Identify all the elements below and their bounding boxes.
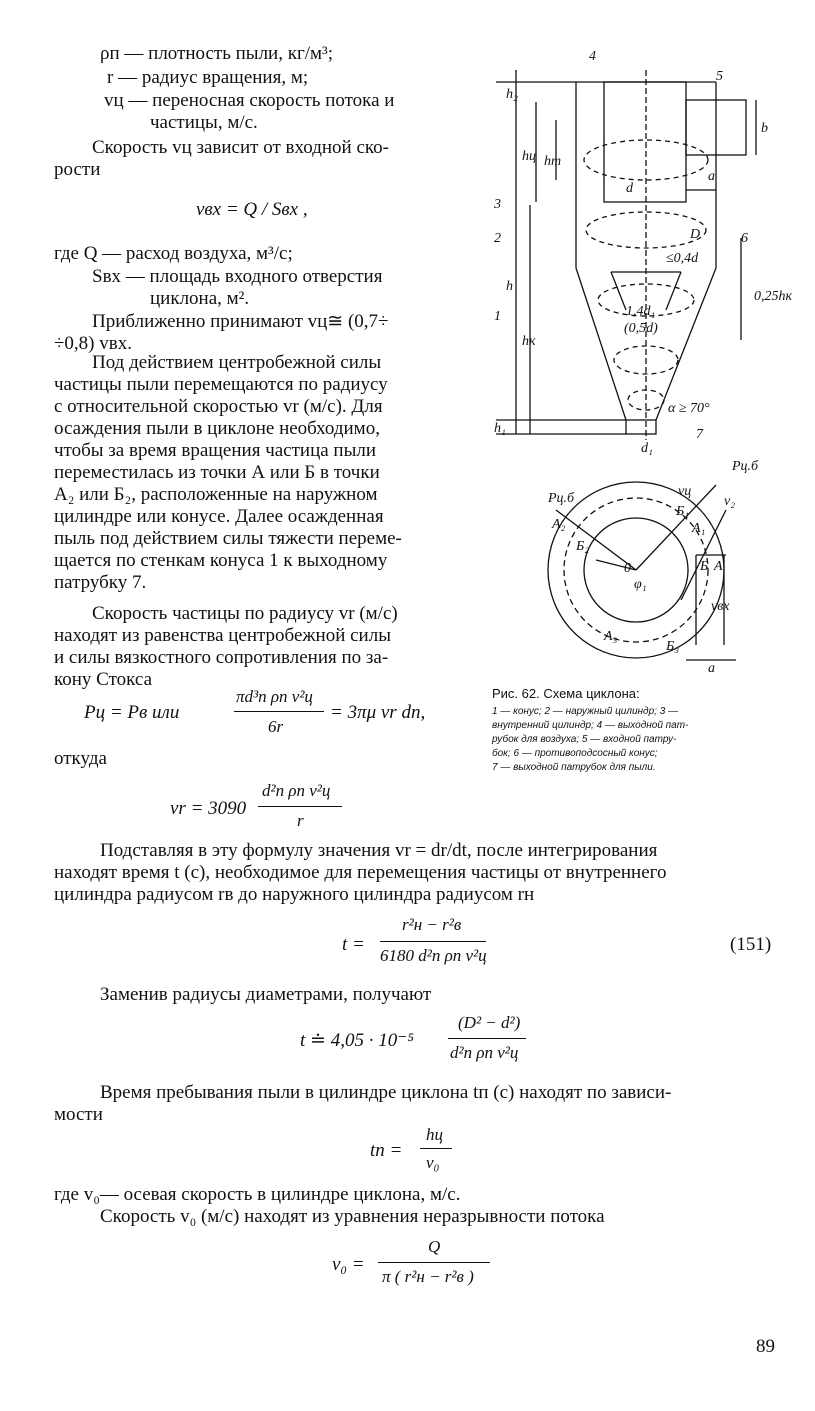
figure-caption-line3: рубок для воздуха; 5 — входной патру- xyxy=(492,734,677,745)
label-3: 3 xyxy=(494,197,501,212)
eq-tp-denominator: v₀ xyxy=(426,1153,440,1172)
eq-tp-numerator: hц xyxy=(426,1125,443,1144)
paragraph2-line10: щается по стенкам конуса 1 к выходному xyxy=(54,550,388,571)
paragraph4-line1: Подставляя в эту формулу значения vr = dr/dt, после интегрирования xyxy=(100,840,658,861)
label-D: D xyxy=(690,227,701,242)
paragraph2-line4: осаждения пыли в циклоне необходимо, xyxy=(54,418,380,439)
eq-diam-numerator: (D² − d²) xyxy=(458,1013,521,1032)
label-phi1: φ₁ xyxy=(634,577,647,592)
label-A3: А₃ xyxy=(604,629,618,644)
eq-diam-fraction-bar xyxy=(448,1038,526,1039)
paragraph4-line2: находят время t (с), необходимое для перемещения частицы от внутреннего xyxy=(54,862,667,883)
label-5: 5 xyxy=(716,69,723,84)
label-a: a xyxy=(708,169,715,184)
eq151-fraction-bar xyxy=(380,941,486,942)
label-alpha: α ≥ 70° xyxy=(668,401,710,416)
paragraph3-line1: Скорость частицы по радиусу vr (м/с) xyxy=(92,603,398,624)
paragraph6-line1: Время пребывания пыли в цилиндре циклона tп (с) находят по зависи- xyxy=(100,1082,672,1103)
label-7: 7 xyxy=(696,427,703,442)
label-h2: h₂ xyxy=(506,87,518,102)
paragraph2-line11: патрубку 7. xyxy=(54,572,147,593)
paragraph3-line3: и силы вязкостного сопротивления по за- xyxy=(54,647,389,668)
eq-stokes-fraction-bar xyxy=(234,711,324,712)
paragraph6-line2: мости xyxy=(54,1104,103,1125)
label-v2: v₂ xyxy=(724,494,736,509)
figure-caption-title: Рис. 62. Схема циклона: xyxy=(492,686,640,701)
definition-vc-line1: vц — переносная скорость потока и xyxy=(104,90,395,111)
label-ht: hт xyxy=(544,154,562,169)
paragraph2-line8: цилиндре или конусе. Далее осажденная xyxy=(54,506,384,527)
label-d05: (0,5d) xyxy=(624,321,658,336)
eq-v0-denominator: π ( r²н − r²в ) xyxy=(382,1267,474,1286)
label-b: b xyxy=(761,121,768,136)
paragraph2-line7: А₂ или Б₂, расположенные на наружном xyxy=(54,484,378,505)
approx-line1: Приближенно принимают vц≅ (0,7÷ xyxy=(92,311,389,332)
label-4: 4 xyxy=(589,49,596,64)
eq-v0-fraction-bar xyxy=(378,1262,490,1263)
where-s-line2: циклона, м². xyxy=(150,288,250,309)
label-A2: А₂ xyxy=(552,517,566,532)
figure-caption-line2: внутренний цилиндр; 4 — выходной пат- xyxy=(492,720,689,731)
label-h1: h₁ xyxy=(494,421,506,436)
paragraph2-line2: частицы пыли перемещаются по радиусу xyxy=(54,374,388,395)
label-B3: Б₃ xyxy=(666,639,680,654)
label-pcb-right: Pц.б xyxy=(732,459,759,474)
formula-vin: vвх = Q / Sвх , xyxy=(196,199,308,220)
label-6: 6 xyxy=(741,231,748,246)
label-d: d xyxy=(626,181,633,196)
equation-number-151: (151) xyxy=(730,934,772,955)
label-B1: Б₁ xyxy=(676,504,690,519)
label-h: h xyxy=(506,279,513,294)
paragraph3-line4: кону Стокса xyxy=(54,669,153,690)
eq-tp-left: tп = xyxy=(370,1140,403,1161)
eq-vr-left: vr = 3090 xyxy=(170,798,247,819)
label-vbx: vвх xyxy=(711,599,730,614)
label-hk: hк xyxy=(522,334,536,349)
definition-vc-line2: частицы, м/с. xyxy=(150,112,258,133)
eq-diam-left: t ≐ 4,05 · 10⁻⁵ xyxy=(300,1030,414,1051)
label-vc: vц xyxy=(678,484,692,499)
figure-caption-line4: бок; 6 — противоподсосный конус; xyxy=(492,748,658,759)
figure-caption-line5: 7 — выходной патрубок для пыли. xyxy=(492,762,656,773)
eq-v0-left: v₀ = xyxy=(332,1254,365,1275)
paragraph7: где v₀— осевая скорость в цилиндре циклона, м/с. xyxy=(54,1184,461,1205)
cyclone-diagram xyxy=(486,40,793,680)
label-B2: Б₂ xyxy=(576,539,590,554)
paragraph2-line1: Под действием центробежной силы xyxy=(92,352,382,373)
label-pcb-top: Pц.б xyxy=(548,491,575,506)
paragraph-vc-line2: рости xyxy=(54,159,101,180)
label-d14: 1,4d₁ xyxy=(626,304,656,319)
eq151-left: t = xyxy=(342,934,365,955)
outlet-pipe-rect xyxy=(604,82,686,202)
eq-stokes-denominator: 6r xyxy=(268,717,284,736)
eq151-numerator: r²н − r²в xyxy=(402,915,462,934)
figure-caption-line1: 1 — конус; 2 — наружный цилиндр; 3 — xyxy=(492,706,679,717)
page-number: 89 xyxy=(756,1336,775,1357)
where-q: где Q — расход воздуха, м³/с; xyxy=(54,243,293,264)
definition-r: r — радиус вращения, м; xyxy=(107,67,309,88)
eq-v0-numerator: Q xyxy=(428,1237,441,1256)
where-s-line1: Sвх — площадь входного отверстия xyxy=(92,266,383,287)
label-1: 1 xyxy=(494,309,501,324)
paragraph2-line6: переместилась из точки А или Б в точки xyxy=(54,462,380,483)
label-d1: d₁ xyxy=(641,441,653,456)
label-A1: А₁ xyxy=(692,521,706,536)
paragraph2-line5: чтобы за время вращения частица пыли xyxy=(54,440,377,461)
eq-stokes-left: Pц = Pв или xyxy=(84,702,180,723)
label-hc: hц xyxy=(522,149,536,164)
paragraph3-line2: находят из равенства центробежной силы xyxy=(54,625,391,646)
paragraph8: Скорость v₀ (м/с) находят из уравнения неразрывности потока xyxy=(100,1206,605,1227)
paragraph4-line3: цилиндра радиусом rв до наружного цилиндра радиусом rн xyxy=(54,884,535,905)
label-A: А xyxy=(714,559,723,574)
paragraph2-line3: с относительной скоростью vr (м/с). Для xyxy=(54,396,383,417)
label-O: 0 xyxy=(624,561,631,576)
label-a-bottom: a xyxy=(708,661,715,676)
label-B: Б xyxy=(700,559,709,574)
label-2: 2 xyxy=(494,231,501,246)
definition-rho: ρп — плотность пыли, кг/м³; xyxy=(100,43,334,64)
eq-stokes-numerator: πd³п ρп v²ц xyxy=(236,687,313,706)
approx-line2: ÷0,8) vвх. xyxy=(54,333,132,354)
paragraph2-line9: пыль под действием силы тяжести переме- xyxy=(54,528,402,549)
eq-stokes-right: = 3πμ vr dп, xyxy=(330,702,426,723)
paragraph-vc-line1: Скорость vц зависит от входной ско- xyxy=(92,137,389,158)
eq-tp-fraction-bar xyxy=(420,1148,452,1149)
eq-vr-denominator: r xyxy=(297,811,304,830)
label-d04: ≤0,4d xyxy=(666,251,699,266)
eq-diam-denominator: d²п ρп v²ц xyxy=(450,1043,519,1062)
word-otkuda: откуда xyxy=(54,748,107,769)
eq151-denominator: 6180 d²п ρп v²ц xyxy=(380,946,487,965)
label-k025: 0,25hк xyxy=(754,289,793,304)
eq-vr-fraction-bar xyxy=(258,806,342,807)
eq-vr-numerator: d²п ρп v²ц xyxy=(262,781,331,800)
paragraph5: Заменив радиусы диаметрами, получают xyxy=(100,984,432,1005)
